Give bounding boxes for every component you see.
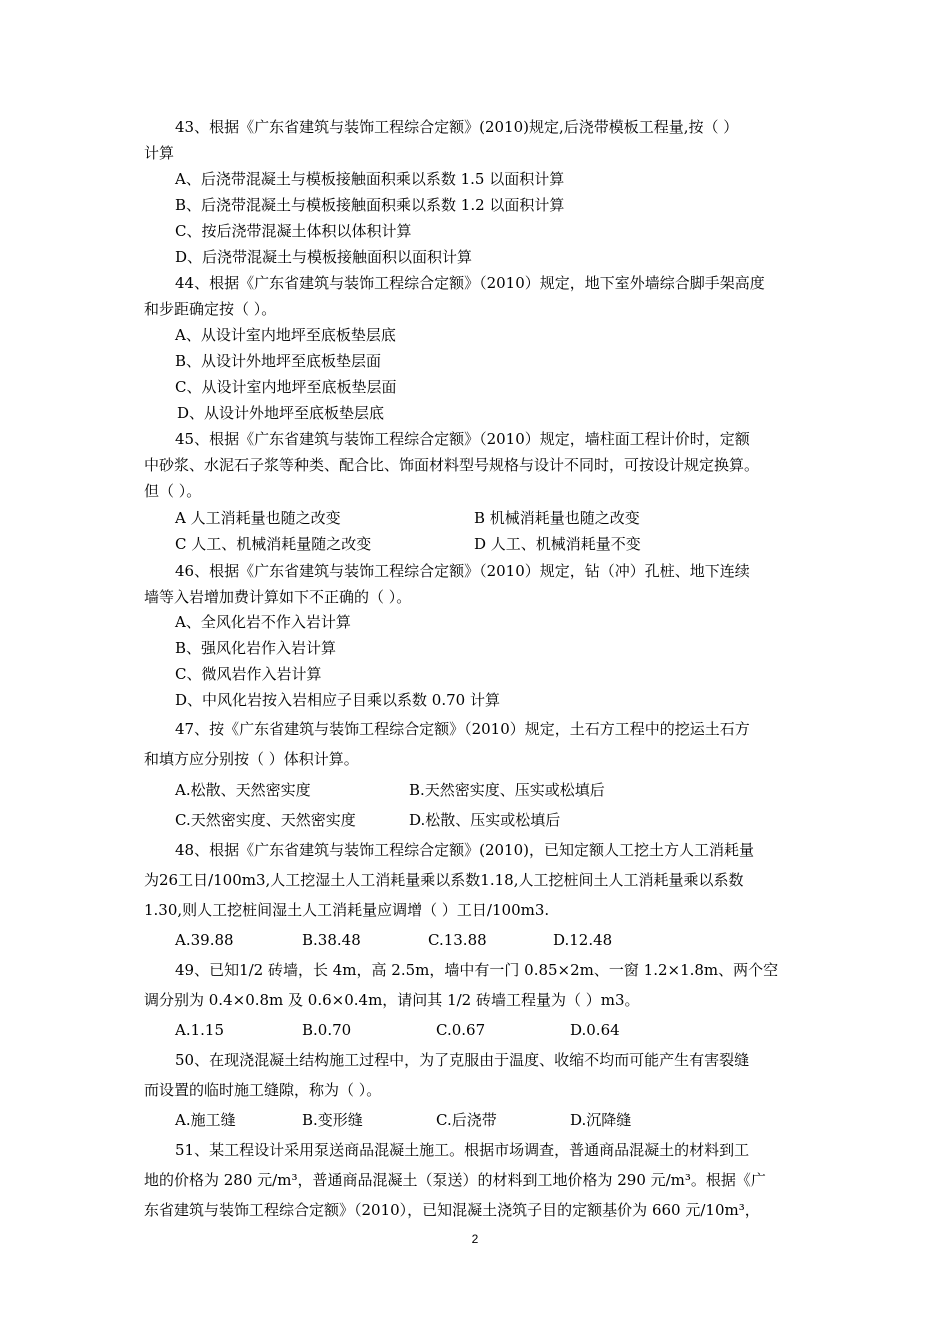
question-47-option-d: D.松散、压实或松填后 (409, 811, 561, 829)
question-49-option-c: C.0.67 (436, 1021, 486, 1039)
question-47-line-1: 47、按《广东省建筑与装饰工程综合定额》（2010）规定，土石方工程中的挖运土石方 (175, 720, 750, 738)
question-44-option-d: D、从设计外地坪至底板垫层底 (177, 404, 385, 422)
question-50-option-b: B.变形缝 (302, 1111, 363, 1129)
question-46-option-c: C、微风岩作入岩计算 (175, 665, 322, 683)
question-44-option-c: C、从设计室内地坪至底板垫层面 (175, 378, 397, 396)
question-49-line-1: 49、已知1/2 砖墙，长 4m，高 2.5m，墙中有一门 0.85×2m、一窗 1.2×1.8m、两个空 (175, 961, 779, 979)
question-47-option-a: A.松散、天然密实度 (175, 781, 311, 799)
question-47-option-c: C.天然密实度、天然密实度 (175, 811, 356, 829)
question-49-option-b: B.0.70 (302, 1021, 352, 1039)
question-47-option-b: B.天然密实度、压实或松填后 (409, 781, 605, 799)
question-50-option-d: D.沉降缝 (570, 1111, 632, 1129)
question-46-option-a: A、全风化岩不作入岩计算 (175, 613, 351, 631)
question-48-line-2: 为26工日/100m3,人工挖湿土人工消耗量乘以系数1.18,人工挖桩间土人工消耗量乘以系数 (144, 871, 744, 889)
question-51-line-2: 地的价格为 280 元/m³，普通商品混凝土（泵送）的材料到工地价格为 290 元/m³。根据《广 (144, 1171, 766, 1189)
question-48-option-a: A.39.88 (175, 931, 234, 949)
question-51-line-1: 51、某工程设计采用泵送商品混凝土施工。根据市场调查，普通商品混凝土的材料到工 (175, 1141, 750, 1159)
question-50-line-1: 50、在现浇混凝土结构施工过程中，为了克服由于温度、收缩不均而可能产生有害裂缝 (175, 1051, 750, 1069)
question-45-option-a: A 人工消耗量也随之改变 (175, 509, 341, 527)
question-46-line-1: 46、根据《广东省建筑与装饰工程综合定额》（2010）规定，钻（冲）孔桩、地下连续 (175, 562, 750, 580)
question-44-line-2: 和步距确定按（ ）。 (144, 300, 277, 318)
question-50-option-a: A.施工缝 (175, 1111, 236, 1129)
question-45-line-1: 45、根据《广东省建筑与装饰工程综合定额》（2010）规定，墙柱面工程计价时，定额 (175, 430, 750, 448)
question-46-line-2: 墙等入岩增加费计算如下不正确的（ ）。 (144, 588, 412, 606)
question-45-option-d: D 人工、机械消耗量不变 (474, 535, 641, 553)
question-49-option-a: A.1.15 (175, 1021, 224, 1039)
question-43-line-2: 计算 (144, 144, 175, 162)
question-48-option-b: B.38.48 (302, 931, 361, 949)
question-50-line-2: 而设置的临时施工缝隙，称为（ ）。 (144, 1081, 382, 1099)
question-43-line-1: 43、根据《广东省建筑与装饰工程综合定额》(2010)规定,后浇带模板工程量,按（ ） (175, 118, 739, 136)
question-46-option-d: D、中风化岩按入岩相应子目乘以系数 0.70 计算 (175, 691, 500, 709)
question-43-option-b: B、后浇带混凝土与模板接触面积乘以系数 1.2 以面积计算 (175, 196, 565, 214)
question-45-option-b: B 机械消耗量也随之改变 (474, 509, 640, 527)
question-43-option-a: A、后浇带混凝土与模板接触面积乘以系数 1.5 以面积计算 (175, 170, 565, 188)
question-48-line-3: 1.30,则人工挖桩间湿土人工消耗量应调增（ ）工日/100m3. (144, 901, 550, 919)
question-47-line-2: 和填方应分别按（ ）体积计算。 (144, 750, 359, 768)
question-48-option-d: D.12.48 (553, 931, 613, 949)
question-49-line-2: 调分别为 0.4×0.8m 及 0.6×0.4m，请问其 1/2 砖墙工程量为（ ）m3。 (144, 991, 640, 1009)
page-number: 2 (471, 1232, 479, 1246)
question-49-option-d: D.0.64 (570, 1021, 620, 1039)
question-50-option-c: C.后浇带 (436, 1111, 497, 1129)
question-44-line-1: 44、根据《广东省建筑与装饰工程综合定额》（2010）规定，地下室外墙综合脚手架高度 (175, 274, 765, 292)
question-48-option-c: C.13.88 (428, 931, 487, 949)
question-44-option-b: B、从设计外地坪至底板垫层面 (175, 352, 382, 370)
question-43-option-c: C、按后浇带混凝土体积以体积计算 (175, 222, 412, 240)
question-45-option-c: C 人工、机械消耗量随之改变 (175, 535, 372, 553)
question-45-line-3: 但（ ）。 (144, 482, 202, 500)
question-46-option-b: B、强风化岩作入岩计算 (175, 639, 337, 657)
question-43-option-d: D、后浇带混凝土与模板接触面积以面积计算 (175, 248, 473, 266)
question-44-option-a: A、从设计室内地坪至底板垫层底 (175, 326, 396, 344)
question-45-line-2: 中砂浆、水泥石子浆等种类、配合比、饰面材料型号规格与设计不同时，可按设计规定换算。 (144, 456, 760, 474)
question-48-line-1: 48、根据《广东省建筑与装饰工程综合定额》(2010)，已知定额人工挖土方人工消耗量 (175, 841, 754, 859)
question-51-line-3: 东省建筑与装饰工程综合定额》（2010），已知混凝土浇筑子目的定额基价为 660 元/10m³， (144, 1201, 760, 1219)
